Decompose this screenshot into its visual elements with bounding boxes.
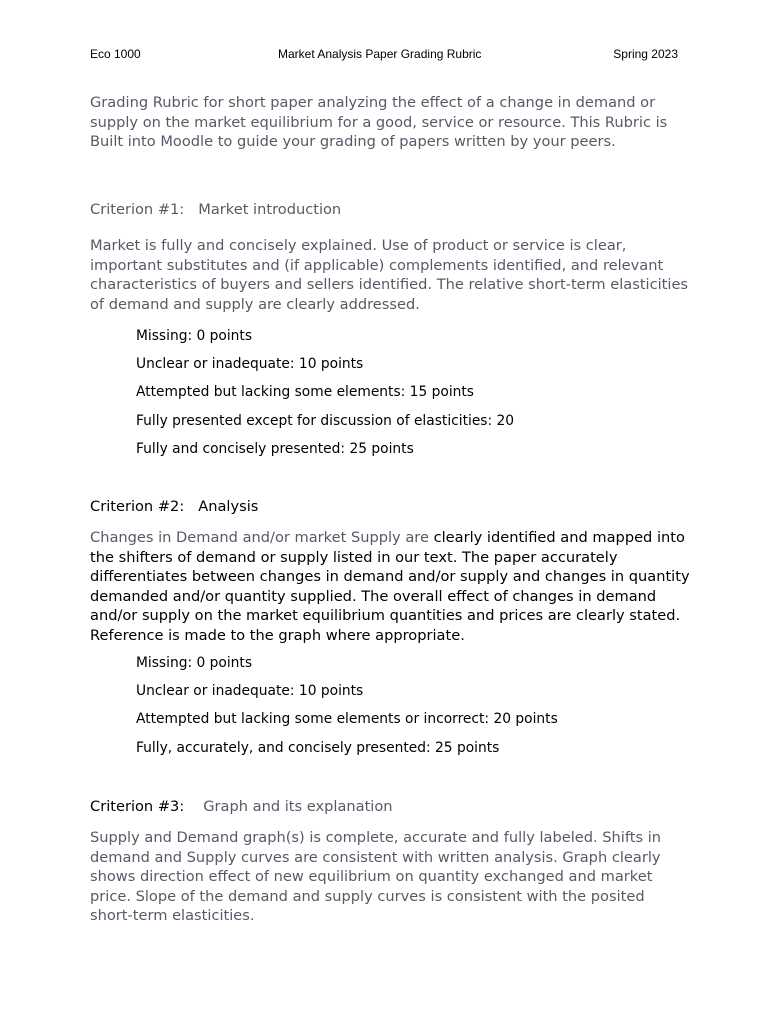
criterion-2-level: Fully, accurately, and concisely presented: 25 points bbox=[136, 739, 500, 756]
criterion-2-description bbox=[90, 528, 690, 645]
criterion-1-levels bbox=[136, 328, 514, 469]
header-course: Eco 1000 bbox=[90, 47, 141, 61]
criterion-3-heading bbox=[90, 798, 393, 815]
criterion-1-level: Fully presented except for discussion of elasticities: 20 bbox=[136, 412, 515, 429]
criterion-3-label: Criterion #3: bbox=[90, 798, 185, 815]
criterion-3-name: Graph and its explanation bbox=[203, 798, 393, 815]
criterion-1-heading bbox=[90, 201, 341, 218]
criterion-1-level: Fully and concisely presented: 25 points bbox=[136, 440, 414, 457]
criterion-3-description: Supply and Demand graph(s) is complete, accurate and fully labeled. Shifts in demand and Supply curves are consistent with written analysis. Graph clearly shows direction effect of new equilibrium on quantity exchanged and market price. Slope of the demand and supply curves is consistent with the posited short-term elasticities. bbox=[90, 829, 662, 924]
criterion-1-level: Unclear or inadequate: 10 points bbox=[136, 356, 364, 373]
criterion-2-level: Attempted but lacking some elements or incorrect: 20 points bbox=[136, 711, 558, 728]
page-header bbox=[90, 47, 680, 65]
criterion-2-name: Analysis bbox=[198, 498, 259, 515]
criterion-2-heading bbox=[90, 498, 258, 515]
criterion-1-description: Market is fully and concisely explained. Use of product or service is clear, important substitutes and (if applicable) complements identified, and relevant characteristics of buyers and sellers identified. The relative short-term elasticities of demand and supply are clearly addressed. bbox=[90, 237, 689, 313]
criterion-2-description-rest: clearly identified and mapped into the shifters of demand or supply listed in our text. The paper accurately differentiates between changes in demand and/or supply and changes in quantity demanded and/or quantity supplied. The overall effect of changes in demand and/or supply on the market equilibrium quantities and prices are clearly stated. Reference is made to the graph where appropriate. bbox=[90, 529, 690, 644]
header-title: Market Analysis Paper Grading Rubric bbox=[278, 47, 482, 61]
criterion-2-description-lead: Changes in Demand and/or market Supply are bbox=[90, 529, 429, 546]
header-term: Spring 2023 bbox=[613, 47, 678, 61]
criterion-1-label: Criterion #1: bbox=[90, 201, 185, 218]
intro-paragraph: Grading Rubric for short paper analyzing the effect of a change in demand or supply on the market equilibrium for a good, service or resource. This Rubric is Built into Moodle to guide your grading of papers written by your peers. bbox=[90, 94, 668, 150]
criterion-1-level: Missing: 0 points bbox=[136, 328, 253, 344]
criterion-2-level: Unclear or inadequate: 10 points bbox=[136, 683, 364, 700]
criterion-2-levels bbox=[136, 655, 558, 768]
criterion-1-name: Market introduction bbox=[198, 201, 342, 218]
criterion-2-level: Missing: 0 points bbox=[136, 655, 253, 671]
criterion-1-level: Attempted but lacking some elements: 15 points bbox=[136, 384, 474, 401]
criterion-2-label: Criterion #2: bbox=[90, 498, 185, 515]
